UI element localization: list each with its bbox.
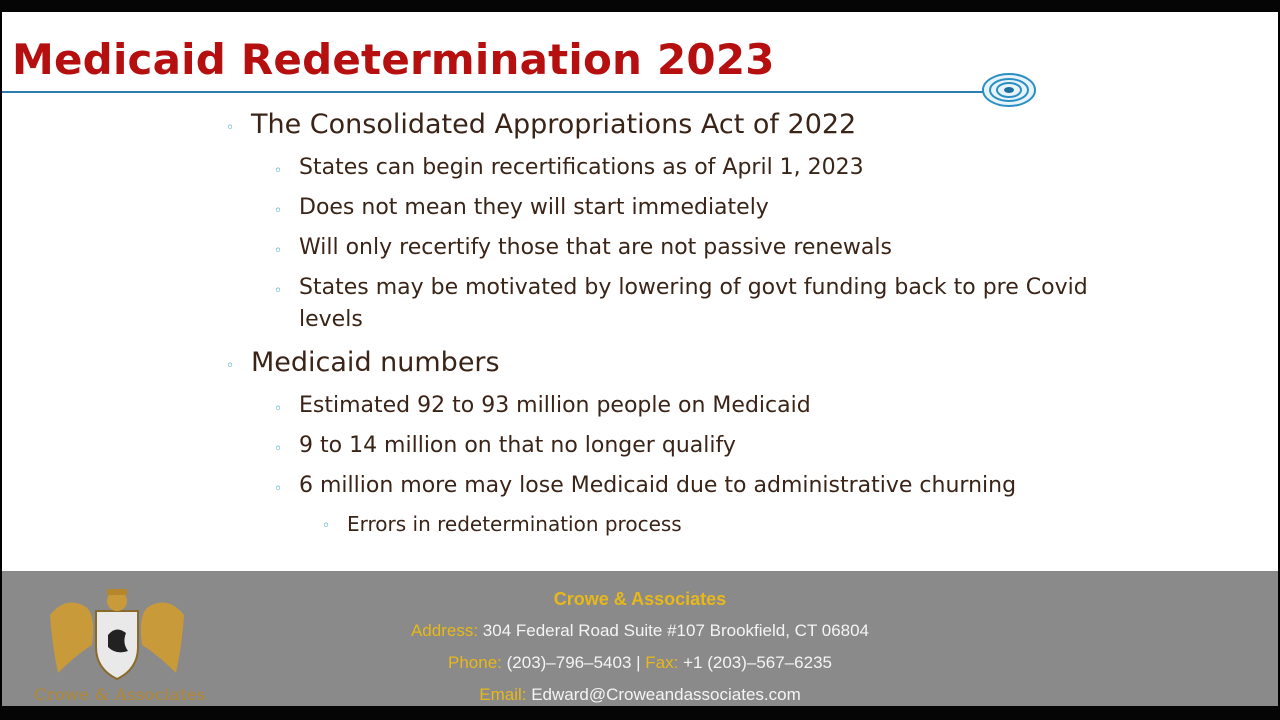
list-item: Estimated 92 to 93 million people on Medicaid: [299, 393, 811, 418]
list-item: States can begin recertifications as of April 1, 2023: [299, 155, 864, 180]
address-value: 304 Federal Road Suite #107 Brookfield, CT 06804: [482, 621, 870, 640]
list-item-continued: levels: [299, 307, 363, 332]
ring-bullet-icon: ◦: [274, 481, 283, 497]
separator: |: [636, 653, 641, 672]
phone-label: Phone:: [448, 653, 502, 672]
ring-bullet-icon: ◦: [274, 401, 283, 417]
logo-wordmark: Crowe & Associates: [34, 685, 206, 704]
ring-bullet-icon: ◦: [274, 283, 283, 299]
ring-bullet-icon: ◦: [226, 120, 235, 136]
bottom-letterbox: [0, 706, 1280, 720]
ring-bullet-icon: ◦: [322, 518, 331, 534]
list-item: Does not mean they will start immediately: [299, 195, 769, 220]
page-title: Medicaid Redetermination 2023: [12, 35, 775, 84]
phone-value: (203)–796–5403: [506, 653, 632, 672]
address-label: Address:: [410, 621, 479, 640]
email-line: [2, 685, 1278, 705]
slide: [2, 12, 1278, 706]
fax-label: Fax:: [645, 653, 679, 672]
list-item: Errors in redetermination process: [347, 512, 682, 536]
fax-value: +1 (203)–567–6235: [683, 653, 832, 672]
phone-line: [2, 653, 1278, 673]
ring-bullet-icon: ◦: [274, 243, 283, 259]
list-item: Medicaid numbers: [251, 347, 500, 378]
company-name: Crowe & Associates: [553, 589, 727, 609]
top-letterbox: [0, 0, 1280, 12]
list-item: 6 million more may lose Medicaid due to administrative churning: [299, 473, 1017, 498]
address-line: [2, 621, 1278, 641]
email-value: Edward@Croweandassociates.com: [531, 685, 801, 704]
company-name-line: [2, 589, 1278, 610]
list-item: Will only recertify those that are not passive renewals: [299, 235, 892, 260]
ring-bullet-icon: ◦: [274, 203, 283, 219]
ring-bullet-icon: ◦: [274, 163, 283, 179]
ring-bullet-icon: ◦: [274, 441, 283, 457]
title-rule: [2, 91, 992, 93]
footer: [2, 571, 1278, 706]
email-label: Email:: [479, 685, 527, 704]
list-item: The Consolidated Appropriations Act of 2022: [251, 109, 857, 140]
list-item: 9 to 14 million on that no longer qualify: [299, 433, 736, 458]
ring-bullet-icon: ◦: [226, 358, 235, 374]
swirl-logo-icon: [980, 72, 1038, 108]
list-item: States may be motivated by lowering of govt funding back to pre Covid: [299, 275, 1088, 300]
